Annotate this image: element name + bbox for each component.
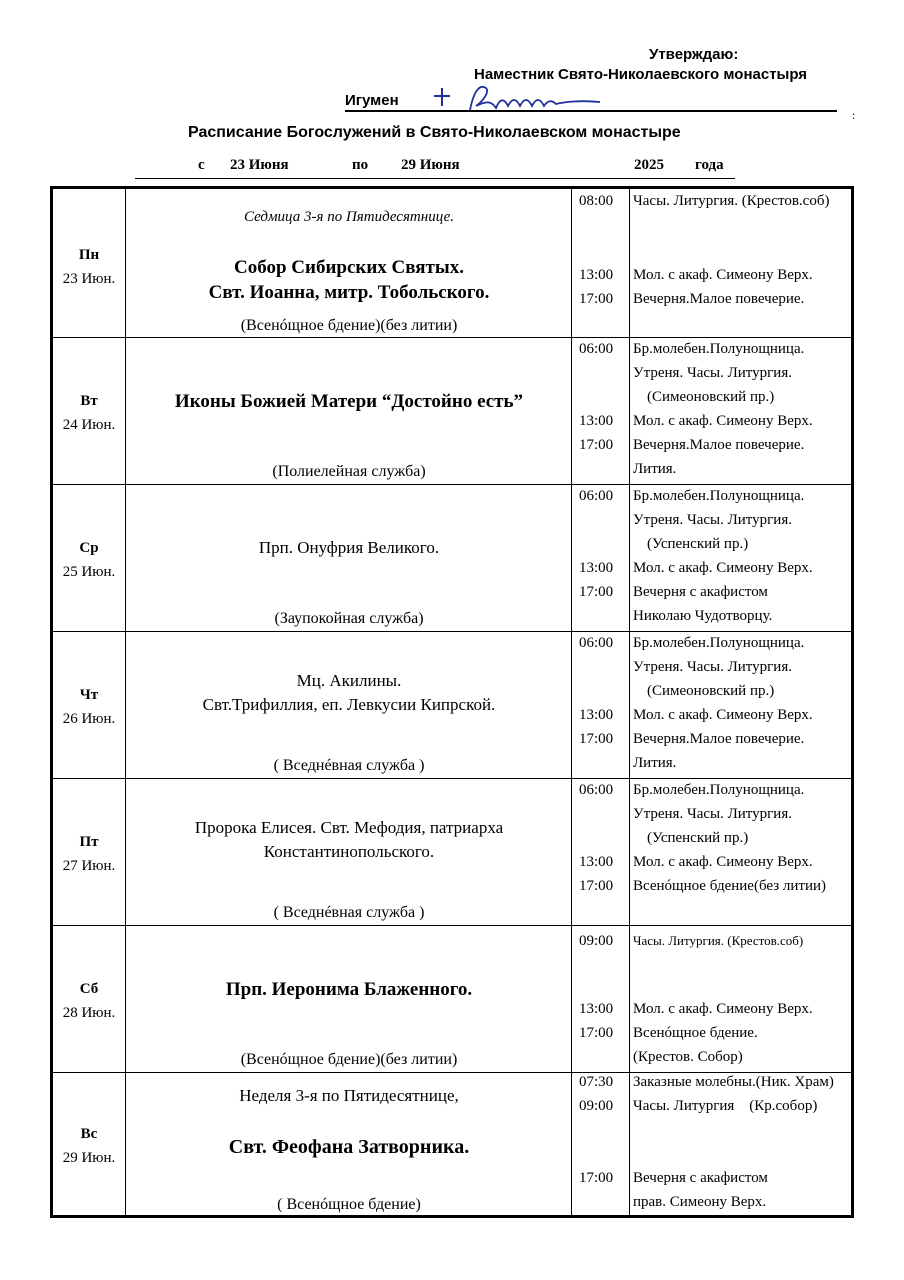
service-time: 17:00: [579, 437, 614, 453]
day-row: [53, 484, 851, 632]
from-date: 23 Июня: [230, 157, 289, 173]
service-line: [571, 635, 851, 659]
page-title: Расписание Богослужений в Свято-Николаевском монастыре: [188, 124, 681, 141]
service-time: 09:00: [579, 933, 614, 949]
service-desc: Мол. с акаф. Симеону Верх.: [633, 560, 813, 576]
service-desc: Мол. с акаф. Симеону Верх.: [633, 413, 813, 429]
approval-heading: Утверждаю:: [649, 46, 739, 63]
celebration-intro: Седмица 3-я по Пятидесятнице.: [243, 209, 454, 225]
service-type-note: (Заупокойная служба): [274, 610, 424, 627]
feast-line: Прп. Онуфрия Великого.: [258, 538, 440, 557]
service-type-note: (Полиелейная служба): [272, 463, 426, 480]
handwritten-signature: [430, 80, 610, 120]
feast-title: [127, 1134, 571, 1160]
feast-title: [127, 389, 571, 414]
service-time: 13:00: [579, 707, 614, 723]
day-row: [53, 189, 851, 338]
service-line: [571, 437, 851, 461]
abbot-label: Игумен: [345, 92, 399, 109]
service-line: [571, 193, 851, 217]
service-desc: Утреня. Часы. Литургия.: [633, 512, 792, 528]
service-line: [571, 1170, 851, 1194]
day-of-week: Ср: [79, 540, 99, 556]
day-of-week: Чт: [79, 687, 99, 703]
service-desc: Мол. с акаф. Симеону Верх.: [633, 267, 813, 283]
service-time: 09:00: [579, 1098, 614, 1114]
from-prefix: с: [198, 157, 205, 173]
feast-line: Константинопольского.: [263, 842, 435, 861]
service-desc: Утреня. Часы. Литургия.: [633, 806, 792, 822]
feast-line: Пророка Елисея. Свт. Мефодия, патриарха: [194, 818, 504, 837]
service-type-note: ( Вседнéвная служба ): [273, 757, 425, 774]
celebration-intro: Неделя 3-я по Пятидесятнице,: [239, 1086, 459, 1105]
service-desc: Бр.молебен.Полунощница.: [633, 635, 805, 651]
to-prefix: по: [352, 157, 369, 173]
feast-line: Мц. Акилины.: [296, 671, 402, 690]
service-line: [571, 659, 851, 683]
service-desc: Вечерня.Малое повечерие.: [633, 291, 805, 307]
service-type-note: (Всенóщное бдение)(без литии): [240, 1051, 458, 1068]
day-date: 24 Июн.: [62, 417, 116, 433]
year: 2025: [634, 157, 664, 173]
service-time: 17:00: [579, 731, 614, 747]
day-row: [53, 337, 851, 485]
service-desc: (Успенский пр.): [647, 830, 749, 846]
service-desc: (Симеоновский пр.): [647, 683, 775, 699]
service-desc: Вечерня.Малое повечерие.: [633, 437, 805, 453]
service-line: [571, 365, 851, 389]
service-desc: Бр.молебен.Полунощница.: [633, 782, 805, 798]
day-row: [53, 778, 851, 926]
service-desc: Вечерня с акафистом: [633, 1170, 768, 1186]
day-cell: [53, 683, 125, 731]
service-line: [571, 389, 851, 413]
day-date: 29 Июн.: [62, 1150, 116, 1166]
feast-line: Свт.Трифиллия, еп. Левкусии Кипрской.: [202, 695, 496, 714]
day-row: [53, 925, 851, 1073]
service-type-note: ( Всенóщное бдение): [277, 1196, 421, 1213]
feast-title: [127, 536, 571, 560]
service-time: 06:00: [579, 782, 614, 798]
feast-line: Собор Сибирских Святых.: [234, 257, 464, 278]
day-row: [53, 631, 851, 779]
service-desc: Вечерня с акафистом: [633, 584, 768, 600]
service-desc: Заказные молебны.(Ник. Храм): [633, 1074, 834, 1090]
service-line: [571, 267, 851, 291]
feast-title: [127, 816, 571, 864]
service-line: [571, 536, 851, 560]
day-cell: [53, 243, 125, 291]
day-cell: [53, 389, 125, 437]
service-desc: (Симеоновский пр.): [647, 389, 775, 405]
service-line: [571, 1194, 851, 1218]
service-time: 06:00: [579, 488, 614, 504]
service-time: 17:00: [579, 1025, 614, 1041]
service-line: [571, 488, 851, 512]
service-line: [571, 1049, 851, 1073]
service-line: [571, 461, 851, 485]
service-time: 13:00: [579, 413, 614, 429]
service-line: [571, 512, 851, 536]
service-time: 13:00: [579, 1001, 614, 1017]
service-desc: Утреня. Часы. Литургия.: [633, 365, 792, 381]
stray-mark: :: [852, 108, 856, 122]
day-date: 27 Июн.: [62, 858, 116, 874]
service-desc: Бр.молебен.Полунощница.: [633, 488, 805, 504]
feast-line: Иконы Божией Матери “Достойно есть”: [174, 391, 524, 412]
day-date: 25 Июн.: [62, 564, 116, 580]
day-date: 28 Июн.: [62, 1005, 116, 1021]
service-line: [571, 878, 851, 902]
service-line: [571, 341, 851, 365]
service-time: 17:00: [579, 1170, 614, 1186]
service-time: 13:00: [579, 854, 614, 870]
service-desc: Часы. Литургия. (Крестов.соб): [633, 933, 804, 948]
service-time: 17:00: [579, 878, 614, 894]
service-desc: Часы. Литургия. (Крестов.соб): [633, 193, 830, 209]
service-line: [571, 608, 851, 632]
service-line: [571, 1074, 851, 1098]
service-desc: Лития.: [633, 461, 677, 477]
service-desc: Часы. Литургия (Кр.собор): [633, 1098, 818, 1114]
feast-line: Свт. Иоанна, митр. Тобольского.: [208, 282, 490, 303]
service-line: [571, 755, 851, 779]
year-suffix: года: [695, 157, 724, 173]
to-date: 29 Июня: [401, 157, 460, 173]
service-time: 13:00: [579, 267, 614, 283]
service-desc: Бр.молебен.Полунощница.: [633, 341, 805, 357]
service-time: 07:30: [579, 1074, 614, 1090]
service-type-note: ( Вседнéвная служба ): [273, 904, 425, 921]
day-date: 23 Июн.: [62, 271, 116, 287]
service-line: [571, 707, 851, 731]
day-of-week: Сб: [79, 981, 99, 997]
day-row: [53, 1072, 851, 1218]
day-cell: [53, 536, 125, 584]
service-desc: Утреня. Часы. Литургия.: [633, 659, 792, 675]
day-of-week: Вт: [80, 393, 98, 409]
service-line: [571, 291, 851, 315]
service-desc: Лития.: [633, 755, 677, 771]
service-line: [571, 854, 851, 878]
service-desc: Мол. с акаф. Симеону Верх.: [633, 1001, 813, 1017]
service-line: [571, 782, 851, 806]
feast-line: Прп. Иеронима Блаженного.: [225, 979, 473, 1000]
service-line: [571, 830, 851, 854]
service-time: 17:00: [579, 291, 614, 307]
service-time: 06:00: [579, 635, 614, 651]
day-cell: [53, 830, 125, 878]
service-line: [571, 929, 851, 953]
superior-title: Наместник Свято-Николаевского монастыря: [474, 66, 808, 83]
service-line: [571, 584, 851, 608]
schedule-table: [50, 186, 854, 1218]
service-line: [571, 1098, 851, 1122]
service-desc: Николаю Чудотворцу.: [633, 608, 773, 624]
service-line: [571, 683, 851, 707]
day-cell: [53, 1122, 125, 1170]
service-type-note: (Всенóщное бдение)(без литии): [240, 317, 458, 334]
day-date: 26 Июн.: [62, 711, 116, 727]
feast-line: Свт. Феофана Затворника.: [228, 1136, 470, 1158]
service-desc: Всенóщное бдение.: [633, 1025, 758, 1041]
feast-title: [127, 255, 571, 305]
service-time: 06:00: [579, 341, 614, 357]
service-desc: Всенóщное бдение(без литии): [633, 878, 827, 894]
service-desc: (Успенский пр.): [647, 536, 749, 552]
service-time: 13:00: [579, 560, 614, 576]
feast-title: [127, 669, 571, 717]
feast-title: [127, 977, 571, 1002]
service-desc: (Крестов. Собор): [633, 1049, 743, 1065]
service-line: [571, 806, 851, 830]
service-time: 17:00: [579, 584, 614, 600]
service-line: [571, 413, 851, 437]
day-of-week: Пт: [79, 834, 99, 850]
service-line: [571, 560, 851, 584]
day-cell: [53, 977, 125, 1025]
day-of-week: Вс: [80, 1126, 98, 1142]
service-time: 08:00: [579, 193, 614, 209]
service-line: [571, 1025, 851, 1049]
service-desc: Вечерня.Малое повечерие.: [633, 731, 805, 747]
service-desc: Мол. с акаф. Симеону Верх.: [633, 707, 813, 723]
service-line: [571, 731, 851, 755]
service-desc: Мол. с акаф. Симеону Верх.: [633, 854, 813, 870]
service-line: [571, 1001, 851, 1025]
day-of-week: Пн: [78, 247, 100, 263]
service-desc: прав. Симеону Верх.: [633, 1194, 767, 1210]
